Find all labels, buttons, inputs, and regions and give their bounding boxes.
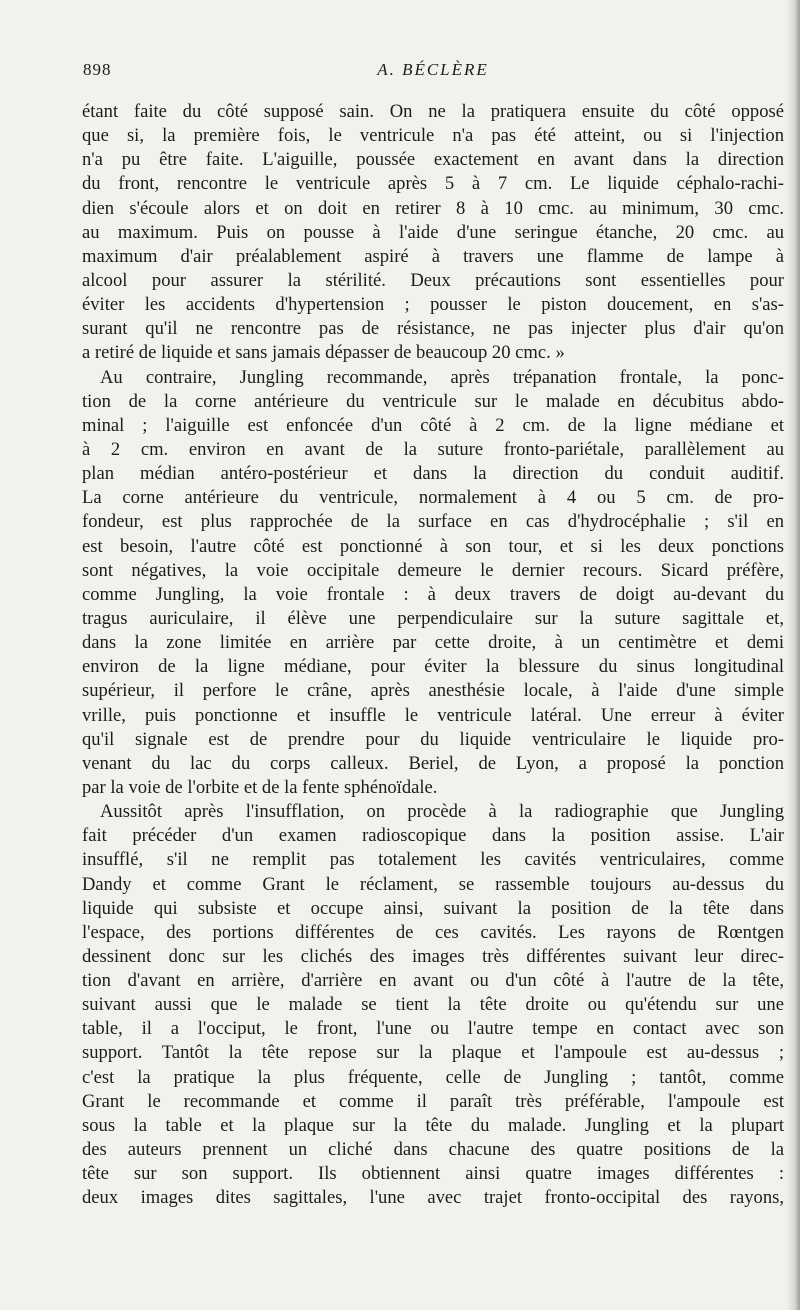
text-line: sont négatives, la voie occipitale demeure le dernier recours. Sicard préfère, — [82, 559, 784, 581]
text-line: tête sur son support. Ils obtiennent ainsi quatre images différentes : — [82, 1163, 784, 1185]
text-line: supérieur, il perfore le crâne, après anesthésie locale, à l'aide d'une simple — [82, 680, 784, 702]
text-line: Dandy et comme Grant le réclament, se rassemble toujours au-dessus du — [82, 873, 784, 895]
text-line: tion d'avant en arrière, d'arrière en avant ou d'un côté à l'autre de la tête, — [82, 970, 784, 992]
text-line: table, il a l'occiput, le front, l'une ou l'autre tempe en contact avec son — [82, 1018, 784, 1040]
text-line: du front, rencontre le ventricule après 5 à 7 cm. Le liquide céphalo-rachi- — [82, 173, 784, 195]
page-header — [83, 60, 783, 86]
body-text — [82, 100, 784, 1210]
text-line: suivant aussi que le malade se tient la tête droite ou qu'étendu sur une — [82, 994, 784, 1016]
text-line: qu'il signale est de prendre pour du liquide ventriculaire le liquide pro- — [82, 728, 784, 750]
text-line: dien s'écoule alors et on doit en retirer 8 à 10 cmc. au minimum, 30 cmc. — [82, 197, 784, 219]
text-line: dans la zone limitée en arrière par cette droite, à un centimètre et demi — [82, 632, 784, 654]
text-line: est besoin, l'autre côté est ponctionné à son tour, et si les deux ponctions — [82, 535, 784, 557]
text-line: fait précéder d'un examen radioscopique dans la position assise. L'air — [82, 825, 784, 847]
text-line: éviter les accidents d'hypertension ; pousser le piston doucement, en s'as- — [82, 294, 784, 316]
text-line: dessinent donc sur les clichés des images très différentes suivant leur direc- — [82, 945, 784, 967]
text-line: par la voie de l'orbite et de la fente sphénoïdale. — [82, 776, 438, 798]
text-line: Grant le recommande et comme il paraît très préférable, l'ampoule est — [82, 1090, 784, 1112]
text-line: insufflé, s'il ne remplit pas totalement les cavités ventriculaires, comme — [82, 849, 784, 871]
text-line: à 2 cm. environ en avant de la suture fronto-pariétale, parallèlement au — [82, 438, 784, 460]
text-line: que si, la première fois, le ventricule n'a pas été atteint, ou si l'injection — [82, 125, 784, 147]
page-edge-shadow — [786, 0, 800, 1310]
text-line: alcool pour assurer la stérilité. Deux précautions sont essentielles pour — [82, 269, 784, 291]
paragraph-start-line: Aussitôt après l'insufflation, on procède à la radiographie que Jungling — [100, 801, 784, 823]
text-line: étant faite du côté supposé sain. On ne la pratiquera ensuite du côté opposé — [82, 101, 784, 122]
text-line: liquide qui subsiste et occupe ainsi, suivant la position de la tête dans — [82, 897, 784, 919]
text-line: sous la table et la plaque sur la tête du malade. Jungling et la plupart — [82, 1114, 784, 1136]
text-line: comme Jungling, la voie frontale : à deux travers de doigt au-devant du — [82, 583, 784, 605]
text-line: surant qu'il ne rencontre pas de résistance, ne pas injecter plus d'air qu'on — [82, 318, 784, 340]
text-line: fondeur, est plus rapprochée de la surface en cas d'hydrocéphalie ; s'il en — [82, 511, 784, 533]
page-number: 898 — [83, 60, 112, 79]
text-line: c'est la pratique la plus fréquente, celle de Jungling ; tantôt, comme — [82, 1066, 784, 1088]
text-line: n'a pu être faite. L'aiguille, poussée exactement en avant dans la direction — [82, 149, 784, 171]
text-line: plan médian antéro-postérieur et dans la direction du conduit auditif. — [82, 463, 784, 485]
text-line: tragus auriculaire, il élève une perpendiculaire sur la suture sagittale et, — [82, 607, 784, 629]
running-title: A. BÉCLÈRE — [377, 60, 489, 79]
text-line: environ de la ligne médiane, pour éviter la blessure du sinus longitudinal — [82, 656, 784, 678]
paragraph-start-line: Au contraire, Jungling recommande, après trépanation frontale, la ponc- — [100, 366, 784, 388]
text-line: support. Tantôt la tête repose sur la plaque et l'ampoule est au-dessus ; — [82, 1042, 784, 1064]
text-line: deux images dites sagittales, l'une avec trajet fronto-occipital des rayons, — [82, 1187, 784, 1209]
text-line: a retiré de liquide et sans jamais dépasser de beaucoup 20 cmc. » — [82, 342, 565, 364]
text-line: venant du lac du corps calleux. Beriel, de Lyon, a proposé la ponction — [82, 752, 784, 774]
text-line: des auteurs prennent un cliché dans chacune des quatre positions de la — [82, 1139, 784, 1161]
text-line: minal ; l'aiguille est enfoncée d'un côté à 2 cm. de la ligne médiane et — [82, 414, 784, 436]
text-line: au maximum. Puis on pousse à l'aide d'une seringue étanche, 20 cmc. au — [82, 221, 784, 243]
text-line: vrille, puis ponctionne et insuffle le ventricule latéral. Une erreur à éviter — [82, 704, 784, 726]
text-line: maximum d'air préalablement aspiré à travers une flamme de lampe à — [82, 245, 784, 267]
text-line: l'espace, des portions différentes de ces cavités. Les rayons de Rœntgen — [82, 921, 784, 943]
text-line: tion de la corne antérieure du ventricule sur le malade en décubitus abdo- — [82, 390, 784, 412]
text-line: La corne antérieure du ventricule, normalement à 4 ou 5 cm. de pro- — [82, 487, 784, 509]
